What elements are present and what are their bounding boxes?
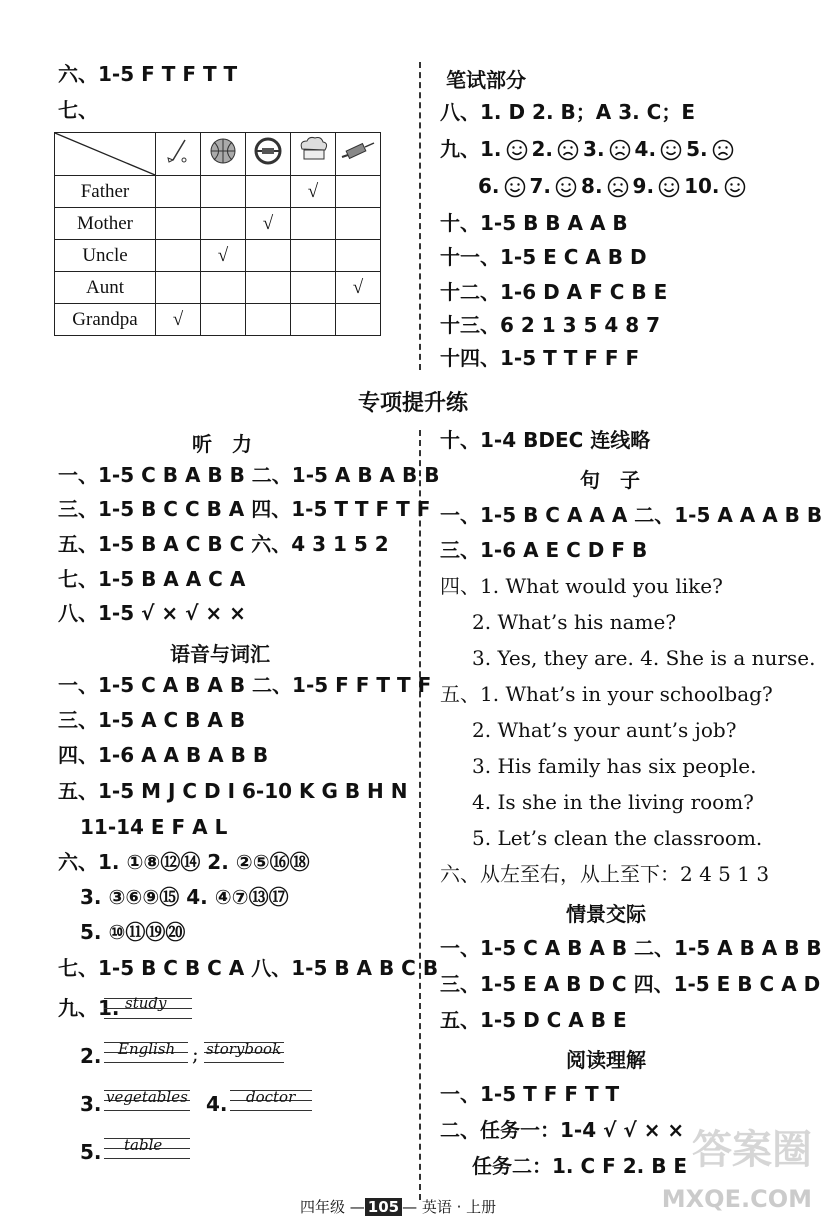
diagonal-cell: [55, 133, 156, 176]
answer-table: [54, 132, 381, 336]
phonics-line: 六、1. ①⑧⑫⑭ 2. ②⑤⑯⑱: [58, 850, 310, 874]
sad-face-icon: [712, 139, 734, 161]
face-item-number: 9.: [632, 174, 655, 198]
listening-line: 八、1-5 √ × √ × ×: [58, 601, 246, 625]
answer-ten-matching: 十、1-4 BDEC 连线略: [440, 428, 651, 452]
table-row: [55, 272, 381, 304]
sentence-line: 4. Is she in the living room?: [472, 790, 754, 814]
sad-face-icon: [557, 139, 579, 161]
sentences-heading: 句 子: [580, 468, 640, 492]
situation-line: 五、1-5 D C A B E: [440, 1008, 627, 1032]
answer-seven-label: 七、: [58, 98, 98, 122]
phonics-line: 三、1-5 A C B A B: [58, 708, 246, 732]
happy-face-icon: [555, 176, 577, 198]
handwritten-word: table: [124, 1136, 163, 1154]
table-row: [55, 176, 381, 208]
basketball-icon: [201, 133, 246, 176]
face-item-number: 7.: [529, 174, 552, 198]
page-footer: [300, 1196, 496, 1217]
check-mark: √: [246, 208, 291, 240]
answer-fourteen: 十四、1-5 T T F F F: [440, 346, 640, 370]
row-label-mother: Mother: [55, 208, 156, 240]
reading-line: 任务二：1. C F 2. B E: [472, 1154, 688, 1178]
happy-face-icon: [506, 139, 528, 161]
phonics-line: 五、1-5 M J C D I 6-10 K G B H N: [58, 779, 408, 803]
situation-line: 三、1-5 E A B D C 四、1-5 E B C A D: [440, 972, 821, 996]
item-number: 4.: [206, 1092, 228, 1116]
item-number: 5.: [80, 1140, 102, 1164]
answer-ten: 十、1-5 B B A A B: [440, 211, 628, 235]
phonics-line: 七、1-5 B C B C A 八、1-5 B A B C B: [58, 956, 439, 980]
answer-twelve: 十二、1-6 D A F C B E: [440, 280, 668, 304]
table-header-row: [55, 133, 381, 176]
check-mark: √: [156, 304, 201, 336]
phonics-line: 5. ⑩⑪⑲⑳: [80, 920, 186, 944]
situation-heading: 情景交际: [566, 902, 646, 926]
reading-heading: 阅读理解: [566, 1048, 646, 1072]
sentence-line: 2. What’s your aunt’s job?: [472, 718, 737, 742]
item-number: 2.: [80, 1044, 102, 1068]
face-item-number: 8.: [581, 174, 603, 198]
check-mark: √: [291, 176, 336, 208]
face-item-number: 1.: [480, 137, 502, 161]
page-number: 105: [365, 1198, 402, 1216]
sad-face-icon: [607, 176, 629, 198]
face-item-number: 3.: [583, 137, 605, 161]
face-item-number: 10.: [684, 174, 720, 198]
row-label-father: Father: [55, 176, 156, 208]
reading-line: 二、任务一：1-4 √ √ × ×: [440, 1118, 685, 1142]
separator: ;: [192, 1042, 199, 1066]
sentence-line: 四、1. What would you like?: [440, 574, 723, 598]
answer-nine-row2: [478, 174, 750, 200]
steering-wheel-icon: [246, 133, 291, 176]
sentence-line: 5. Let’s clean the classroom.: [472, 826, 763, 850]
reading-line: 一、1-5 T F F T T: [440, 1082, 620, 1106]
handwritten-word: storybook: [206, 1040, 282, 1058]
sentence-line: 五、1. What’s in your schoolbag?: [440, 682, 773, 706]
happy-face-icon: [658, 176, 680, 198]
answer-nine-row1: [440, 137, 738, 163]
handwritten-word: vegetables: [106, 1088, 188, 1106]
happy-face-icon: [660, 139, 682, 161]
happy-face-icon: [724, 176, 746, 198]
chef-hat-icon: [291, 133, 336, 176]
listening-line: 三、1-5 B C C B A 四、1-5 T T F T F: [58, 497, 431, 521]
syringe-icon: [336, 133, 381, 176]
sad-face-icon: [609, 139, 631, 161]
happy-face-icon: [504, 176, 526, 198]
phonics-heading: 语音与词汇: [170, 642, 270, 666]
section-title: 专项提升练: [358, 391, 469, 416]
column-divider: [419, 430, 421, 1200]
nine-prefix: 九、1.: [58, 996, 120, 1020]
face-item-number: 6.: [478, 174, 500, 198]
situation-line: 一、1-5 C A B A B 二、1-5 A B A B B: [440, 936, 822, 960]
answer-thirteen: 十三、6 2 1 3 5 4 8 7: [440, 313, 661, 337]
sentence-line: 六、从左至右，从上至下：2 4 5 1 3: [440, 862, 770, 886]
handwritten-word: English: [118, 1040, 176, 1058]
golf-club-icon: [156, 133, 201, 176]
column-divider: [419, 62, 421, 370]
watermark-url: MXQE.COM: [661, 1185, 812, 1213]
table-row: [55, 240, 381, 272]
phonics-line: 一、1-5 C A B A B 二、1-5 F F T T F: [58, 673, 432, 697]
answer-eight: 八、1. D 2. B；A 3. C；E: [440, 100, 696, 124]
answer-nine-prefix: 九、: [440, 137, 480, 161]
listening-heading: 听 力: [192, 432, 252, 456]
row-label-uncle: Uncle: [55, 240, 156, 272]
table-row: [55, 208, 381, 240]
check-mark: √: [336, 272, 381, 304]
answer-eleven: 十一、1-5 E C A B D: [440, 245, 647, 269]
row-label-aunt: Aunt: [55, 272, 156, 304]
listening-line: 一、1-5 C B A B B 二、1-5 A B A B B: [58, 463, 440, 487]
handwritten-word: study: [125, 994, 167, 1012]
section-heading-written: 笔试部分: [446, 68, 526, 92]
listening-line: 七、1-5 B A A C A: [58, 567, 246, 591]
row-label-grandpa: Grandpa: [55, 304, 156, 336]
table-row: [55, 304, 381, 336]
face-item-number: 4.: [634, 137, 657, 161]
face-item-number: 5.: [686, 137, 708, 161]
item-number: 3.: [80, 1092, 102, 1116]
sentence-line: 3. Yes, they are. 4. She is a nurse.: [472, 646, 816, 670]
answer-six: 六、1-5 F T F T T: [58, 62, 238, 86]
handwritten-word: doctor: [246, 1088, 296, 1106]
check-mark: √: [201, 240, 246, 272]
listening-line: 五、1-5 B A C B C 六、4 3 1 5 2: [58, 532, 389, 556]
footer-grade: 四年级 —: [300, 1198, 365, 1216]
watermark-logo: 答案圈: [692, 1127, 812, 1173]
sentence-line: 3. His family has six people.: [472, 754, 757, 778]
phonics-line: 3. ③⑥⑨⑮ 4. ④⑦⑬⑰: [80, 885, 289, 909]
phonics-line: 11-14 E F A L: [80, 815, 228, 839]
footer-subject: — 英语 · 上册: [402, 1198, 497, 1216]
sentence-line: 2. What’s his name?: [472, 610, 677, 634]
phonics-line: 四、1-6 A A B A B B: [58, 743, 269, 767]
sentence-line: 一、1-5 B C A A A 二、1-5 A A A B B: [440, 503, 822, 527]
sentence-line: 三、1-6 A E C D F B: [440, 538, 648, 562]
face-item-number: 2.: [531, 137, 554, 161]
